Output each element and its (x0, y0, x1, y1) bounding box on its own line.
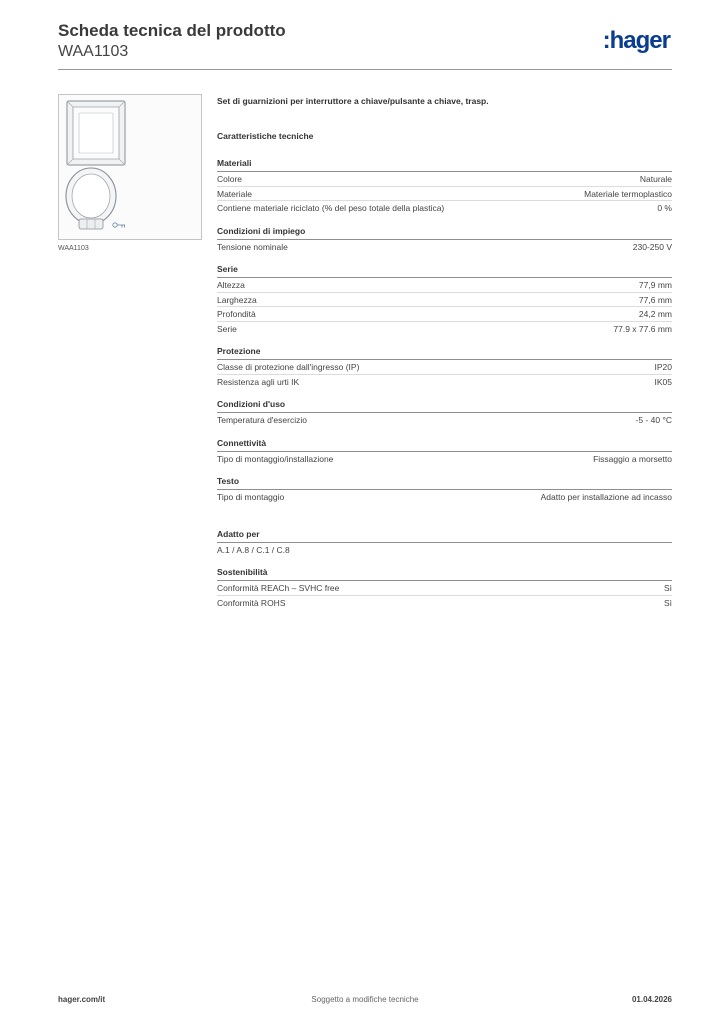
spec-value: IK05 (654, 376, 672, 387)
section-heading: Condizioni di impiego (217, 226, 672, 240)
spec-label: Contiene materiale riciclato (% del peso totale della plastica) (217, 203, 445, 213)
spec-row (217, 201, 672, 215)
technical-characteristics-title: Caratteristiche tecniche (217, 131, 314, 141)
hager-logo-text: :hager (602, 28, 670, 54)
spec-label: Classe di protezione dall'ingresso (IP) (217, 362, 360, 372)
section-heading: Protezione (217, 346, 672, 360)
spec-label: Colore (217, 174, 243, 184)
page-header (58, 20, 672, 66)
spec-row (217, 172, 672, 187)
image-caption: WAA1103 (58, 245, 89, 252)
spec-row (217, 413, 672, 427)
spec-label: Tipo di montaggio/installazione (217, 453, 334, 464)
spec-row (217, 581, 672, 596)
section-heading: Connettività (217, 438, 672, 452)
spec-row (217, 452, 672, 466)
footer-disclaimer: Soggetto a modifiche tecniche (311, 995, 419, 1004)
spec-content (217, 95, 672, 609)
spec-row (217, 322, 672, 336)
spec-value: Materiale termoplastico (584, 188, 672, 199)
hager-logo (582, 28, 672, 54)
footer-website-link[interactable]: hager.com/it (58, 995, 106, 1004)
section-heading: Adatto per (217, 529, 672, 543)
spec-row (217, 543, 672, 557)
section-heading: Serie (217, 264, 672, 278)
spec-section-protezione (217, 346, 672, 388)
spec-value: Sì (663, 597, 672, 608)
spec-section-materiali (217, 158, 672, 215)
spec-label: Serie (217, 323, 237, 334)
spec-row (217, 375, 672, 389)
spec-section-testo (217, 476, 672, 504)
spec-value: Sì (663, 583, 672, 593)
spec-section-adatto-per (217, 529, 672, 557)
spec-value: Naturale (639, 174, 672, 184)
key-symbol-icon (113, 223, 125, 228)
spec-label: Temperatura d'esercizio (217, 415, 307, 425)
spec-label: Tensione nominale (217, 241, 288, 252)
spec-row (217, 293, 672, 308)
spec-row (217, 278, 672, 293)
footer-date: 01.04.2026 (631, 995, 672, 1004)
page-footer (58, 995, 672, 1009)
spec-section-sostenibilita (217, 567, 672, 609)
spec-label: Conformità REACh – SVHC free (217, 583, 340, 593)
product-image (58, 94, 202, 240)
header-divider (58, 69, 672, 70)
spec-section-condizioni-impiego (217, 226, 672, 254)
section-heading: Materiali (217, 158, 672, 172)
spec-value: 77,6 mm (638, 294, 672, 305)
gasket-set-illustration (59, 95, 201, 239)
spec-label: Conformità ROHS (217, 597, 286, 608)
product-code: WAA1103 (58, 43, 129, 60)
spec-row (217, 490, 672, 504)
spec-value: IP20 (654, 362, 672, 372)
spec-value: 77,9 mm (638, 280, 672, 290)
spec-value: 77.9 x 77.6 mm (613, 323, 672, 334)
spec-value: -5 - 40 °C (635, 415, 672, 425)
spec-row (217, 187, 672, 202)
spec-value: Adatto per installazione ad incasso (540, 492, 672, 502)
spec-section-serie (217, 264, 672, 335)
spec-row (217, 596, 672, 610)
spec-label: Profondità (217, 309, 256, 319)
product-description: Set di guarnizioni per interruttore a chiave/pulsante a chiave, trasp. (217, 96, 489, 106)
spec-label: Larghezza (217, 294, 257, 305)
spec-label: Resistenza agli urti IK (217, 376, 300, 387)
spec-row (217, 240, 672, 254)
spec-row (217, 360, 672, 375)
spec-value: 0 % (657, 203, 672, 213)
spec-row (217, 307, 672, 322)
section-heading: Condizioni d'uso (217, 399, 672, 413)
spec-label: Tipo di montaggio (217, 492, 285, 502)
section-heading: Sostenibilità (217, 567, 672, 581)
page-title: Scheda tecnica del prodotto (58, 21, 286, 40)
spec-label: Altezza (217, 280, 245, 290)
spec-value: Fissaggio a morsetto (593, 453, 672, 464)
section-heading: Testo (217, 476, 672, 490)
spec-value: 24,2 mm (638, 309, 672, 319)
spec-value: 230-250 V (632, 241, 672, 252)
spec-label: Materiale (217, 188, 252, 199)
spec-section-condizioni-uso (217, 399, 672, 427)
spec-section-connettivita (217, 438, 672, 466)
spec-label: A.1 / A.8 / C.1 / C.8 (217, 544, 290, 555)
